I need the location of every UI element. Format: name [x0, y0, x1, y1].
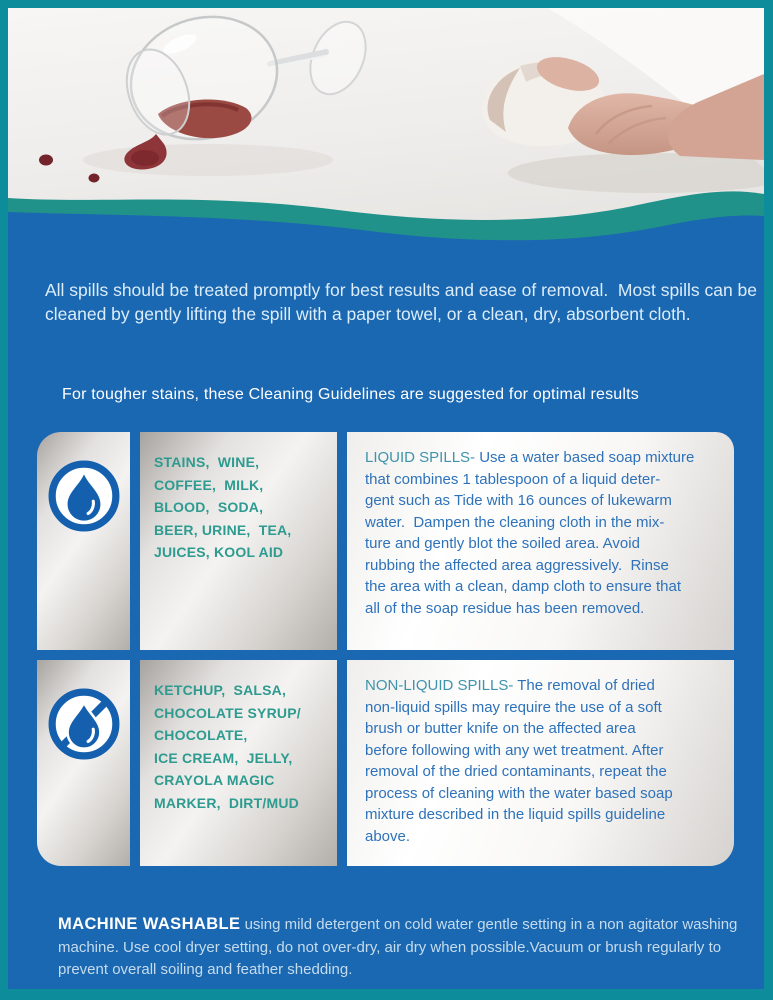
- guideline-heading: LIQUID SPILLS-: [365, 449, 476, 466]
- water-drop-icon: [47, 459, 121, 533]
- intro-paragraph: All spills should be treated promptly for best results and ease of removal. Most spills can be cleaned by gently lifting the spill with a paper towel, or a clean, dry, absorbent cloth.: [45, 279, 762, 324]
- page-content: [8, 8, 764, 989]
- guideline-line: mixture described in the liquid spills guideline: [365, 806, 666, 823]
- non-liquid-stains-cell: [140, 660, 337, 866]
- guideline-line: non-liquid spills may require the use of a soft: [365, 698, 662, 716]
- no-liquid-drop-icon: [47, 687, 121, 761]
- stain-list-line: CHOCOLATE,: [154, 727, 248, 743]
- guideline-line: brush or butter knife on the affected area: [365, 720, 636, 737]
- stain-list-line: JUICES, KOOL AID: [154, 544, 284, 560]
- guideline-text: The removal of dried: [513, 677, 655, 694]
- machine-washable-label: MACHINE WASHABLE: [58, 915, 241, 933]
- guideline-line: rubbing the affected area aggressively. Rinse: [365, 556, 669, 574]
- stain-list-line: KETCHUP, SALSA,: [154, 682, 287, 698]
- liquid-guideline-cell: [347, 432, 734, 650]
- guideline-text: Use a water based soap mixture: [475, 449, 695, 466]
- guideline-line: water. Dampen the cleaning cloth in the mix-: [365, 513, 665, 531]
- guideline-line: [365, 447, 722, 469]
- guideline-line: above.: [365, 827, 411, 845]
- guideline-line: removal of the dried contaminants, repeat the: [365, 763, 667, 780]
- cleaning-guidelines-table: [37, 432, 734, 866]
- guideline-line: gent such as Tide with 16 ounces of lukewarm: [365, 492, 672, 509]
- liquid-icon-cell: [37, 432, 130, 650]
- stain-list-line: STAINS, WINE,: [154, 454, 260, 470]
- guideline-line: [365, 675, 722, 697]
- liquid-stains-cell: [140, 432, 337, 650]
- stain-list-line: ICE CREAM, JELLY,: [154, 749, 293, 766]
- machine-washable-text: using mild detergent on cold water gentle setting in a non agitator washing machine. Use cool dryer setting, do not over-dry, air dry when possible.Vacuum or brush regularly to prevent overall soiling and feather shedding.: [58, 916, 742, 978]
- wine-drop: [39, 155, 53, 166]
- stain-list-line: COFFEE, MILK,: [154, 476, 264, 493]
- wave-divider: [8, 170, 764, 266]
- guideline-line: all of the soap residue has been removed.: [365, 599, 645, 617]
- guideline-line: the area with a clean, damp cloth to ensure that: [365, 578, 682, 595]
- stain-list-line: CHOCOLATE SYRUP/: [154, 704, 301, 721]
- non-liquid-icon-cell: [37, 660, 130, 866]
- section-heading: For tougher stains, these Cleaning Guidelines are suggested for optimal results: [62, 386, 639, 403]
- stain-list-line: BEER, URINE, TEA,: [154, 521, 292, 538]
- stain-list-line: CRAYOLA MAGIC: [154, 772, 275, 788]
- guideline-line: that combines 1 tablespoon of a liquid deter-: [365, 470, 661, 488]
- non-liquid-guideline-cell: [347, 660, 734, 866]
- guideline-line: ture and gently blot the soiled area. Avoid: [365, 535, 640, 552]
- guideline-line: process of cleaning with the water based soap: [365, 784, 673, 802]
- guideline-heading: NON-LIQUID SPILLS-: [365, 677, 514, 694]
- machine-washable-note: [58, 913, 748, 982]
- guideline-line: before following with any wet treatment. After: [365, 741, 664, 759]
- stain-list-line: BLOOD, SODA,: [154, 499, 264, 515]
- stain-list-line: MARKER, DIRT/MUD: [154, 794, 299, 811]
